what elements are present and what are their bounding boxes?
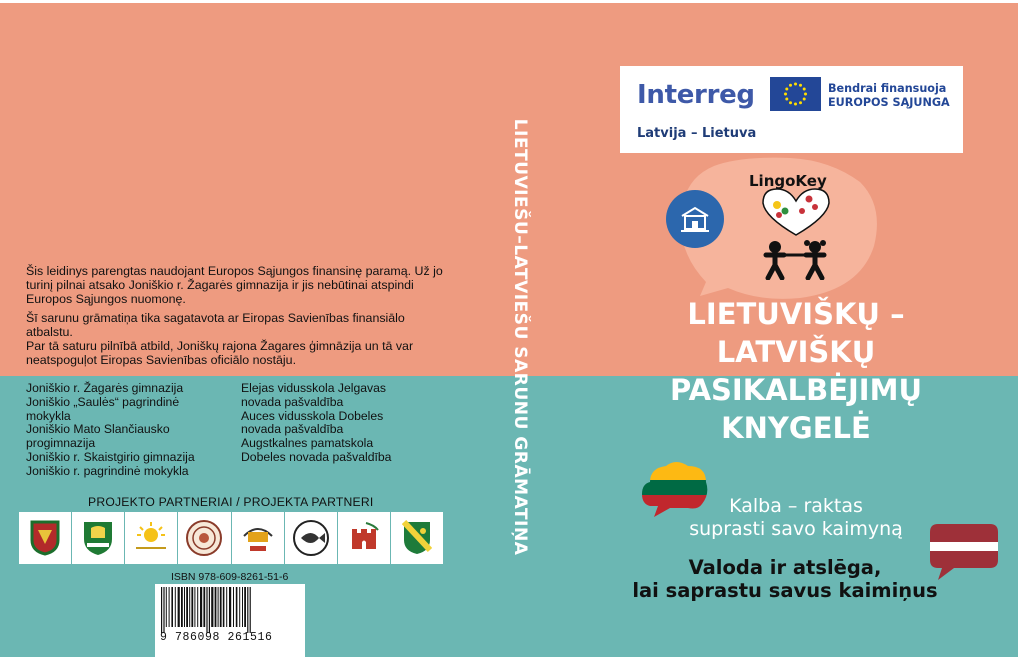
isbn-number: ISBN 978-609-8261-51-6 bbox=[171, 571, 289, 583]
heart-children-icon bbox=[755, 185, 837, 280]
eu-flag-icon bbox=[770, 77, 821, 111]
partners-heading: PROJEKTO PARTNERIAI / PROJEKTA PARTNERI bbox=[88, 495, 374, 509]
disclaimer-lithuanian: Šis leidinys parengtas naudojant Europos Sąjungos finansinę paramą. Už jo turinį pilnai atsako Joniškio r. Žagarės gimnazija ir jis nebūtinai atspindi Europos Sąjungos nuomonę. bbox=[26, 264, 443, 307]
latvian-schools-list: Elejas vidusskola Jelgavas novada pašvaldība Auces vidusskola Dobeles novada pašvaldība Augstkalnes pamatskola Dobeles novada pašvaldība bbox=[241, 381, 392, 464]
lingokey-logo-text: LingoKey bbox=[749, 172, 827, 190]
title-line-1: LIETUVIŠKŲ – bbox=[687, 297, 905, 331]
subtitle-lithuanian: Kalba – raktas suprasti savo kaimyną bbox=[689, 495, 903, 540]
school-symbol bbox=[679, 204, 711, 234]
title-line-2: LATVIŠKŲ bbox=[716, 335, 876, 369]
funding-line-2: EUROPOS SĄJUNGA bbox=[828, 96, 950, 109]
interreg-wordmark: Interreg bbox=[637, 80, 755, 110]
spine-title: LIETUVIEŠU–LATVIEŠU SARUNU GRĀMATIŅA bbox=[510, 118, 530, 556]
programme-region: Latvija – Lietuva bbox=[637, 126, 757, 141]
disclaimer-latvian: Šī sarunu grāmatiņa tika sagatavota ar Eiropas Savienības finansiālo atbalstu. Par tā saturu pilnībā atbild, Joniškų rajona Žagares ģimnāzija un tā var neatspoguļot Eiropas Savienības oficiālo nostāju. bbox=[26, 310, 414, 368]
title-line-3: PASIKALBĖJIMŲ bbox=[669, 373, 922, 407]
subtitle-latvian: Valoda ir atslēga, lai saprastu savus kaimiņus bbox=[632, 556, 938, 602]
title-line-4: KNYGELĖ bbox=[721, 411, 871, 445]
school-building-icon bbox=[666, 190, 724, 248]
lithuanian-schools-list: Joniškio r. Žagarės gimnazija Joniškio „Saulės“ pagrindinė mokykla Joniškio Mato Slančiausko progimnazija Joniškio r. Skaistgirio gimnazija Joniškio r. pagrindinė mokykla bbox=[26, 381, 195, 478]
eu-funding-text bbox=[828, 82, 950, 110]
interreg-logo-panel bbox=[620, 66, 963, 153]
barcode-digits: 9 786098 261516 bbox=[160, 631, 273, 644]
funding-line-1: Bendrai finansuoja bbox=[828, 82, 947, 95]
book-title bbox=[620, 295, 972, 447]
